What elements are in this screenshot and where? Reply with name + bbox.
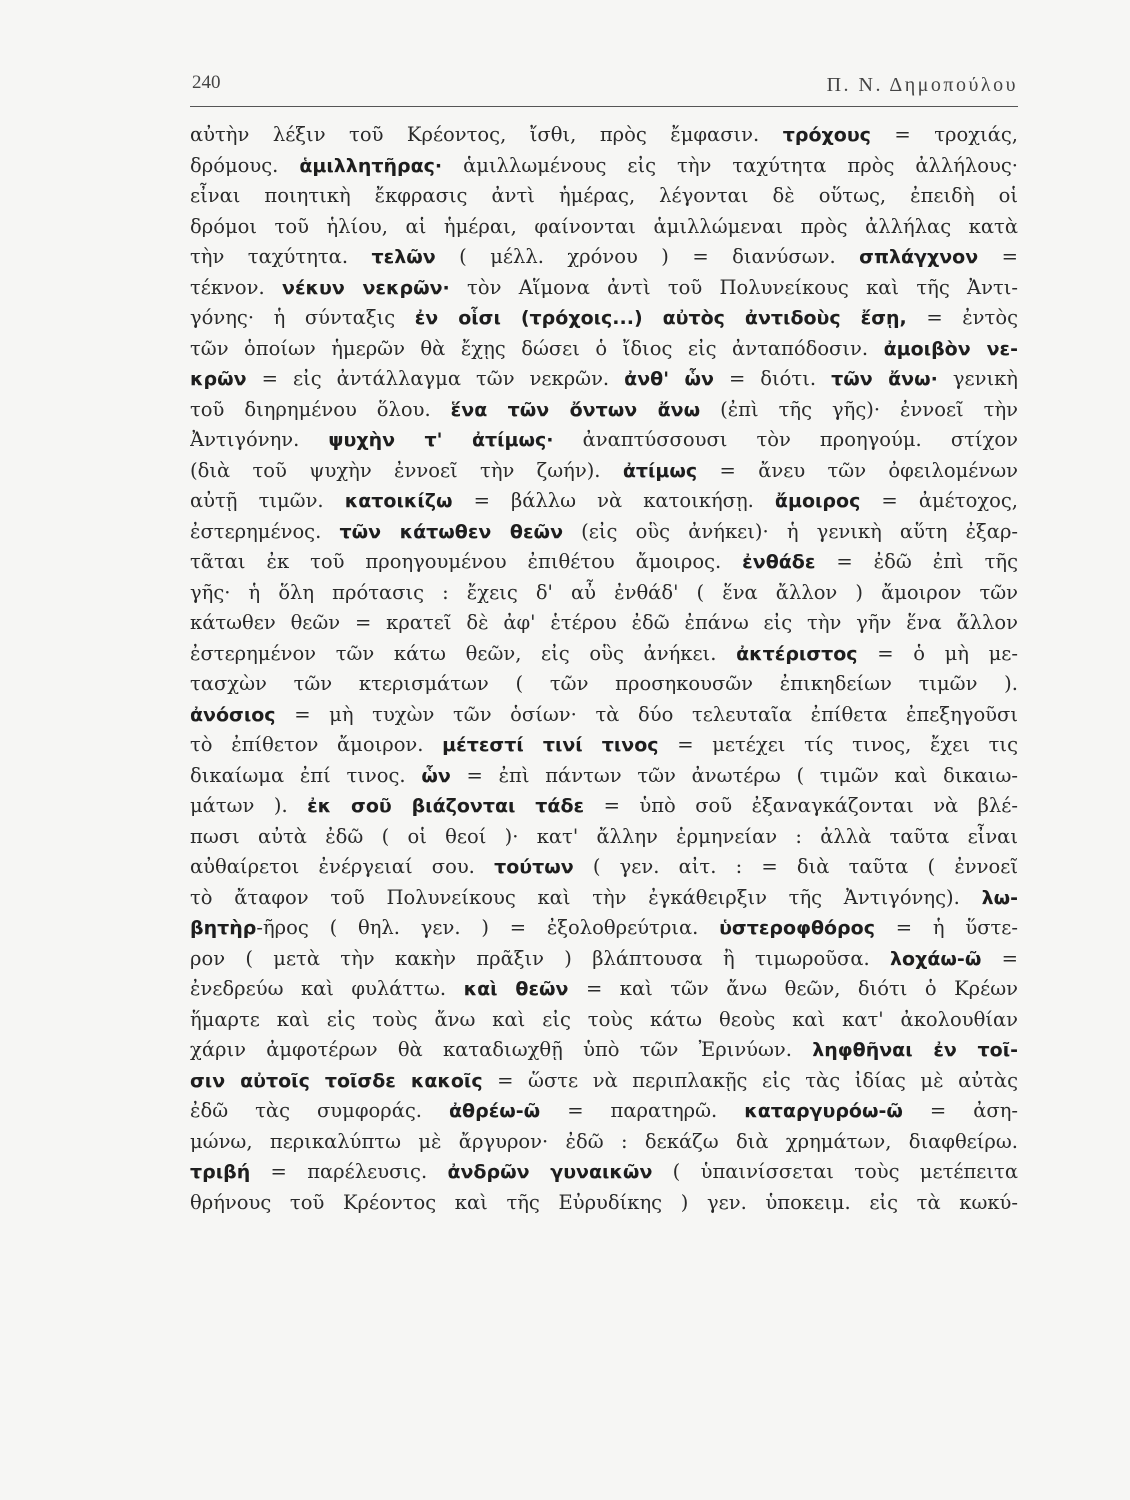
running-head: Π. Ν. Δημοπούλου: [826, 74, 1018, 96]
text-line: [190, 1035, 1018, 1066]
text-line: [190, 547, 1018, 578]
gloss-text: τὴν ταχύτητα.: [190, 245, 372, 268]
gloss-text: γενικὴ: [937, 367, 1018, 390]
text-line: [190, 1188, 1018, 1219]
text-line: [190, 1005, 1018, 1036]
text-line: [190, 486, 1018, 517]
text-line: [190, 822, 1018, 853]
text-line: [190, 913, 1018, 944]
lemma: τῶν ἄνω·: [831, 368, 938, 390]
gloss-text: αὐτὴν λέξιν τοῦ Κρέοντος, ἴσθι, πρὸς ἔμφασιν.: [190, 123, 783, 146]
text-line: [190, 212, 1018, 243]
text-line: [190, 425, 1018, 456]
lemma: λοχάω-ῶ: [890, 947, 982, 970]
gloss-text: γῆς· ἡ ὅλη πρότασις : ἔχεις δ' αὖ ἐνθάδ' ( ἕνα ἄλλον ) ἄμοιρον τῶν: [190, 580, 1018, 604]
lemma: ἐνθάδε: [742, 551, 816, 573]
gloss-text: = ὁ μὴ με-: [857, 641, 1018, 665]
lemma: κατοικίζω: [344, 490, 453, 512]
text-line: [190, 883, 1018, 914]
gloss-text: τέκνον.: [190, 275, 282, 299]
gloss-text: ἐστερημένον τῶν κάτω θεῶν, εἰς οὓς ἀνήκει.: [190, 641, 737, 665]
text-line: [190, 578, 1018, 609]
text-line: [190, 639, 1018, 670]
gloss-text: = ὥστε νὰ περιπλακῇς εἰς τὰς ἰδίας μὲ αὐτὰς: [482, 1068, 1018, 1092]
lemma: τελῶν: [371, 246, 436, 268]
gloss-text: εἶναι ποιητικὴ ἔκφρασις ἀντὶ ἡμέρας, λέγονται δὲ οὕτως, ἐπειδὴ οἱ: [190, 184, 1018, 207]
lemma: νέκυν νεκρῶν·: [282, 276, 450, 299]
page-number: 240: [192, 72, 221, 93]
gloss-text: =: [981, 946, 1018, 970]
gloss-text: = εἰς ἀντάλλαγμα τῶν νεκρῶν.: [246, 367, 625, 390]
gloss-text: πωσι αὐτὰ ἐδῶ ( οἱ θεοί )· κατ' ἄλλην ἑρμηνείαν : ἀλλὰ ταῦτα εἶναι: [190, 824, 1018, 848]
gloss-text: = ἀση-: [902, 1099, 1018, 1122]
lemma: ἀτίμως: [622, 459, 698, 482]
lemma: ἄμοιρος: [774, 490, 861, 512]
gloss-text: = ἐντὸς: [906, 306, 1018, 329]
lemma: ἀνόσιος: [190, 703, 276, 726]
text-line: [190, 181, 1018, 212]
gloss-text: = μὴ τυχὼν τῶν ὁσίων· τὰ δύο τελευταῖα ἐπίθετα ἐπεξηγοῦσι: [275, 702, 1018, 726]
gloss-text: (ἐπὶ τῆς γῆς)· ἐννοεῖ τὴν: [700, 397, 1018, 421]
gloss-text: δικαίωμα ἐπί τινος.: [190, 763, 422, 787]
gloss-text: μώνω, περικαλύπτω μὲ ἄργυρον· ἐδῶ : δεκάζω διὰ χρημάτων, διαφθείρω.: [190, 1129, 1018, 1153]
gloss-text: ἐνεδρεύω καὶ φυλάττω.: [190, 977, 464, 1000]
gloss-text: ρον ( μετὰ τὴν κακὴν πρᾶξιν ) βλάπτουσα ἢ τιμωροῦσα.: [190, 946, 891, 970]
gloss-text: ἐστερημένος.: [190, 519, 340, 543]
lemma: βητὴρ: [190, 917, 257, 939]
text-line: [190, 730, 1018, 761]
gloss-text: ἥμαρτε καὶ εἰς τοὺς ἄνω καὶ εἰς τοὺς κάτω θεοὺς καὶ κατ' ἀκολουθίαν: [190, 1007, 1018, 1031]
gloss-text: -ῆρος ( θηλ. γεν. ) = ἐξολοθρεύτρια.: [256, 916, 720, 939]
gloss-text: τὸ ἐπίθετον ἄμοιρον.: [190, 733, 443, 756]
lemma: ἀμοιβὸν νε-: [883, 337, 1018, 360]
text-line: [190, 1066, 1018, 1097]
lemma: καταργυρόω-ῶ: [744, 1100, 903, 1122]
lemma: ἕνα τῶν ὄντων ἄνω: [450, 398, 701, 421]
gloss-text: ( ὑπαινίσσεται τοὺς μετέπειτα: [652, 1160, 1018, 1183]
lemma: καὶ θεῶν: [463, 978, 569, 1000]
gloss-text: = παρέλευσις.: [250, 1160, 448, 1183]
gloss-text: τὸν Αἵμονα ἀντὶ τοῦ Πολυνείκους καὶ τῆς Ἀντι-: [449, 275, 1018, 299]
gloss-text: = ὑπὸ σοῦ ἐξαναγκάζονται νὰ βλέ-: [584, 794, 1018, 817]
text-line: [190, 791, 1018, 822]
text-line: [190, 273, 1018, 304]
gloss-text: (εἰς οὓς ἀνήκει)· ἡ γενικὴ αὕτη ἐξαρ-: [563, 519, 1018, 543]
gloss-text: θρήνους τοῦ Κρέοντος καὶ τῆς Εὐρυδίκης ) γεν. ὑποκειμ. εἰς τὰ κωκύ-: [190, 1190, 1018, 1214]
text-line: [190, 608, 1018, 639]
gloss-text: = καὶ τῶν ἄνω θεῶν, διότι ὁ Κρέων: [568, 977, 1018, 1000]
gloss-text: = διότι.: [713, 367, 832, 390]
gloss-text: = μετέχει τίς τινος, ἔχει τις: [658, 733, 1018, 756]
gloss-text: τὸ ἄταφον τοῦ Πολυνείκους καὶ τὴν ἐγκάθειρξιν τῆς Ἀντιγόνης).: [190, 885, 982, 909]
lemma: ἀθρέω-ῶ: [449, 1100, 541, 1122]
lemma: ὧν: [421, 764, 451, 787]
gloss-text: ἀναπτύσσουσι τὸν προηγούμ. στίχον: [553, 428, 1018, 451]
gloss-text: ἐδῶ τὰς συμφοράς.: [190, 1099, 449, 1122]
text-line: [190, 761, 1018, 792]
gloss-text: κάτωθεν θεῶν = κρατεῖ δὲ ἀφ' ἑτέρου ἐδῶ ἐπάνω εἰς τὴν γῆν ἕνα ἄλλον: [190, 611, 1018, 634]
text-line: [190, 151, 1018, 182]
gloss-text: = ἄνευ τῶν ὀφειλομένων: [697, 458, 1018, 482]
lemma: σιν αὐτοῖς τοῖσδε κακοῖς: [190, 1069, 483, 1092]
gloss-text: ( γεν. αἰτ. : = διὰ ταῦτα ( ἐννοεῖ: [573, 855, 1018, 878]
lemma: τῶν κάτωθεν θεῶν: [339, 520, 564, 543]
gloss-text: δρόμοι τοῦ ἡλίου, αἱ ἡμέραι, φαίνονται ἁμιλλώμεναι πρὸς ἀλλήλας κατὰ: [190, 214, 1018, 238]
text-line: [190, 669, 1018, 700]
text-line: [190, 120, 1018, 151]
lemma: ἀνθ' ὧν: [624, 368, 714, 390]
commentary-text: [190, 120, 1018, 1218]
lemma: ληφθῆναι ἐν τοῖ-: [812, 1039, 1018, 1061]
text-line: [190, 1127, 1018, 1158]
gloss-text: = ἐπὶ πάντων τῶν ἀνωτέρω ( τιμῶν καὶ δικαιω-: [450, 763, 1018, 787]
gloss-text: = ἐδῶ ἐπὶ τῆς: [815, 550, 1018, 573]
gloss-text: μάτων ).: [190, 794, 308, 817]
lemma: ἀνδρῶν γυναικῶν: [447, 1161, 653, 1183]
lemma: τριβή: [190, 1161, 251, 1183]
gloss-text: Ἀντιγόνην.: [190, 428, 329, 451]
gloss-text: = παρατηρῶ.: [540, 1099, 745, 1122]
text-line: [190, 395, 1018, 426]
text-line: [190, 974, 1018, 1005]
text-line: [190, 700, 1018, 731]
lemma: μέτεστί τινί τινος: [442, 734, 659, 756]
gloss-text: γόνης· ἡ σύνταξις: [190, 306, 415, 329]
gloss-text: = βάλλω νὰ κατοικήσῃ.: [452, 489, 775, 512]
gloss-text: τᾶται ἐκ τοῦ προηγουμένου ἐπιθέτου ἄμοιρος.: [190, 550, 743, 573]
text-line: [190, 364, 1018, 395]
lemma: σπλάγχνον: [859, 246, 979, 268]
gloss-text: =: [978, 245, 1018, 268]
text-line: [190, 303, 1018, 334]
lemma: ὑστεροφθόρος: [719, 917, 875, 939]
text-line: [190, 1157, 1018, 1188]
gloss-text: ἁμιλλωμένους εἰς τὴν ταχύτητα πρὸς ἀλλήλους·: [442, 153, 1018, 177]
gloss-text: αὐθαίρετοι ἐνέργειαί σου.: [190, 855, 495, 878]
gloss-text: ( μέλλ. χρόνου ) = διανύσων.: [435, 245, 860, 268]
text-line: [190, 852, 1018, 883]
page-header: [190, 70, 1018, 107]
lemma: ἐν οἷσι (τρόχοις...) αὐτὸς ἀντιδοὺς ἔσῃ,: [414, 307, 907, 329]
text-line: [190, 242, 1018, 273]
lemma: τούτων: [494, 856, 574, 878]
text-line: [190, 334, 1018, 365]
gloss-text: = τροχιάς,: [870, 123, 1018, 146]
gloss-text: τῶν ὁποίων ἡμερῶν θὰ ἔχῃς δώσει ὁ ἴδιος εἰς ἀνταπόδοσιν.: [190, 336, 884, 360]
text-line: [190, 517, 1018, 548]
text-line: [190, 944, 1018, 975]
gloss-text: = ἀμέτοχος,: [860, 489, 1018, 512]
gloss-text: = ἡ ὕστε-: [874, 916, 1018, 939]
gloss-text: (διὰ τοῦ ψυχὴν ἐννοεῖ τὴν ζωήν).: [190, 458, 623, 482]
text-line: [190, 456, 1018, 487]
gloss-text: τασχὼν τῶν κτερισμάτων ( τῶν προσηκουσῶν ἐπικηδείων τιμῶν ).: [190, 672, 1018, 695]
lemma: λω-: [981, 886, 1018, 909]
gloss-text: τοῦ διηρημένου ὅλου.: [190, 397, 451, 421]
gloss-text: αὐτῇ τιμῶν.: [190, 489, 345, 512]
lemma: ἁμιλλητῆρας·: [299, 154, 443, 177]
lemma: ψυχὴν τ' ἀτίμως·: [328, 429, 554, 451]
gloss-text: δρόμους.: [190, 153, 300, 177]
lemma: ἐκ σοῦ βιάζονται τάδε: [307, 795, 585, 817]
gloss-text: χάριν ἀμφοτέρων θὰ καταδιωχθῇ ὑπὸ τῶν Ἐρινύων.: [190, 1038, 813, 1061]
lemma: ἀκτέριστος: [736, 642, 858, 665]
lemma: κρῶν: [190, 368, 247, 390]
lemma: τρόχους: [782, 124, 871, 146]
text-line: [190, 1096, 1018, 1127]
